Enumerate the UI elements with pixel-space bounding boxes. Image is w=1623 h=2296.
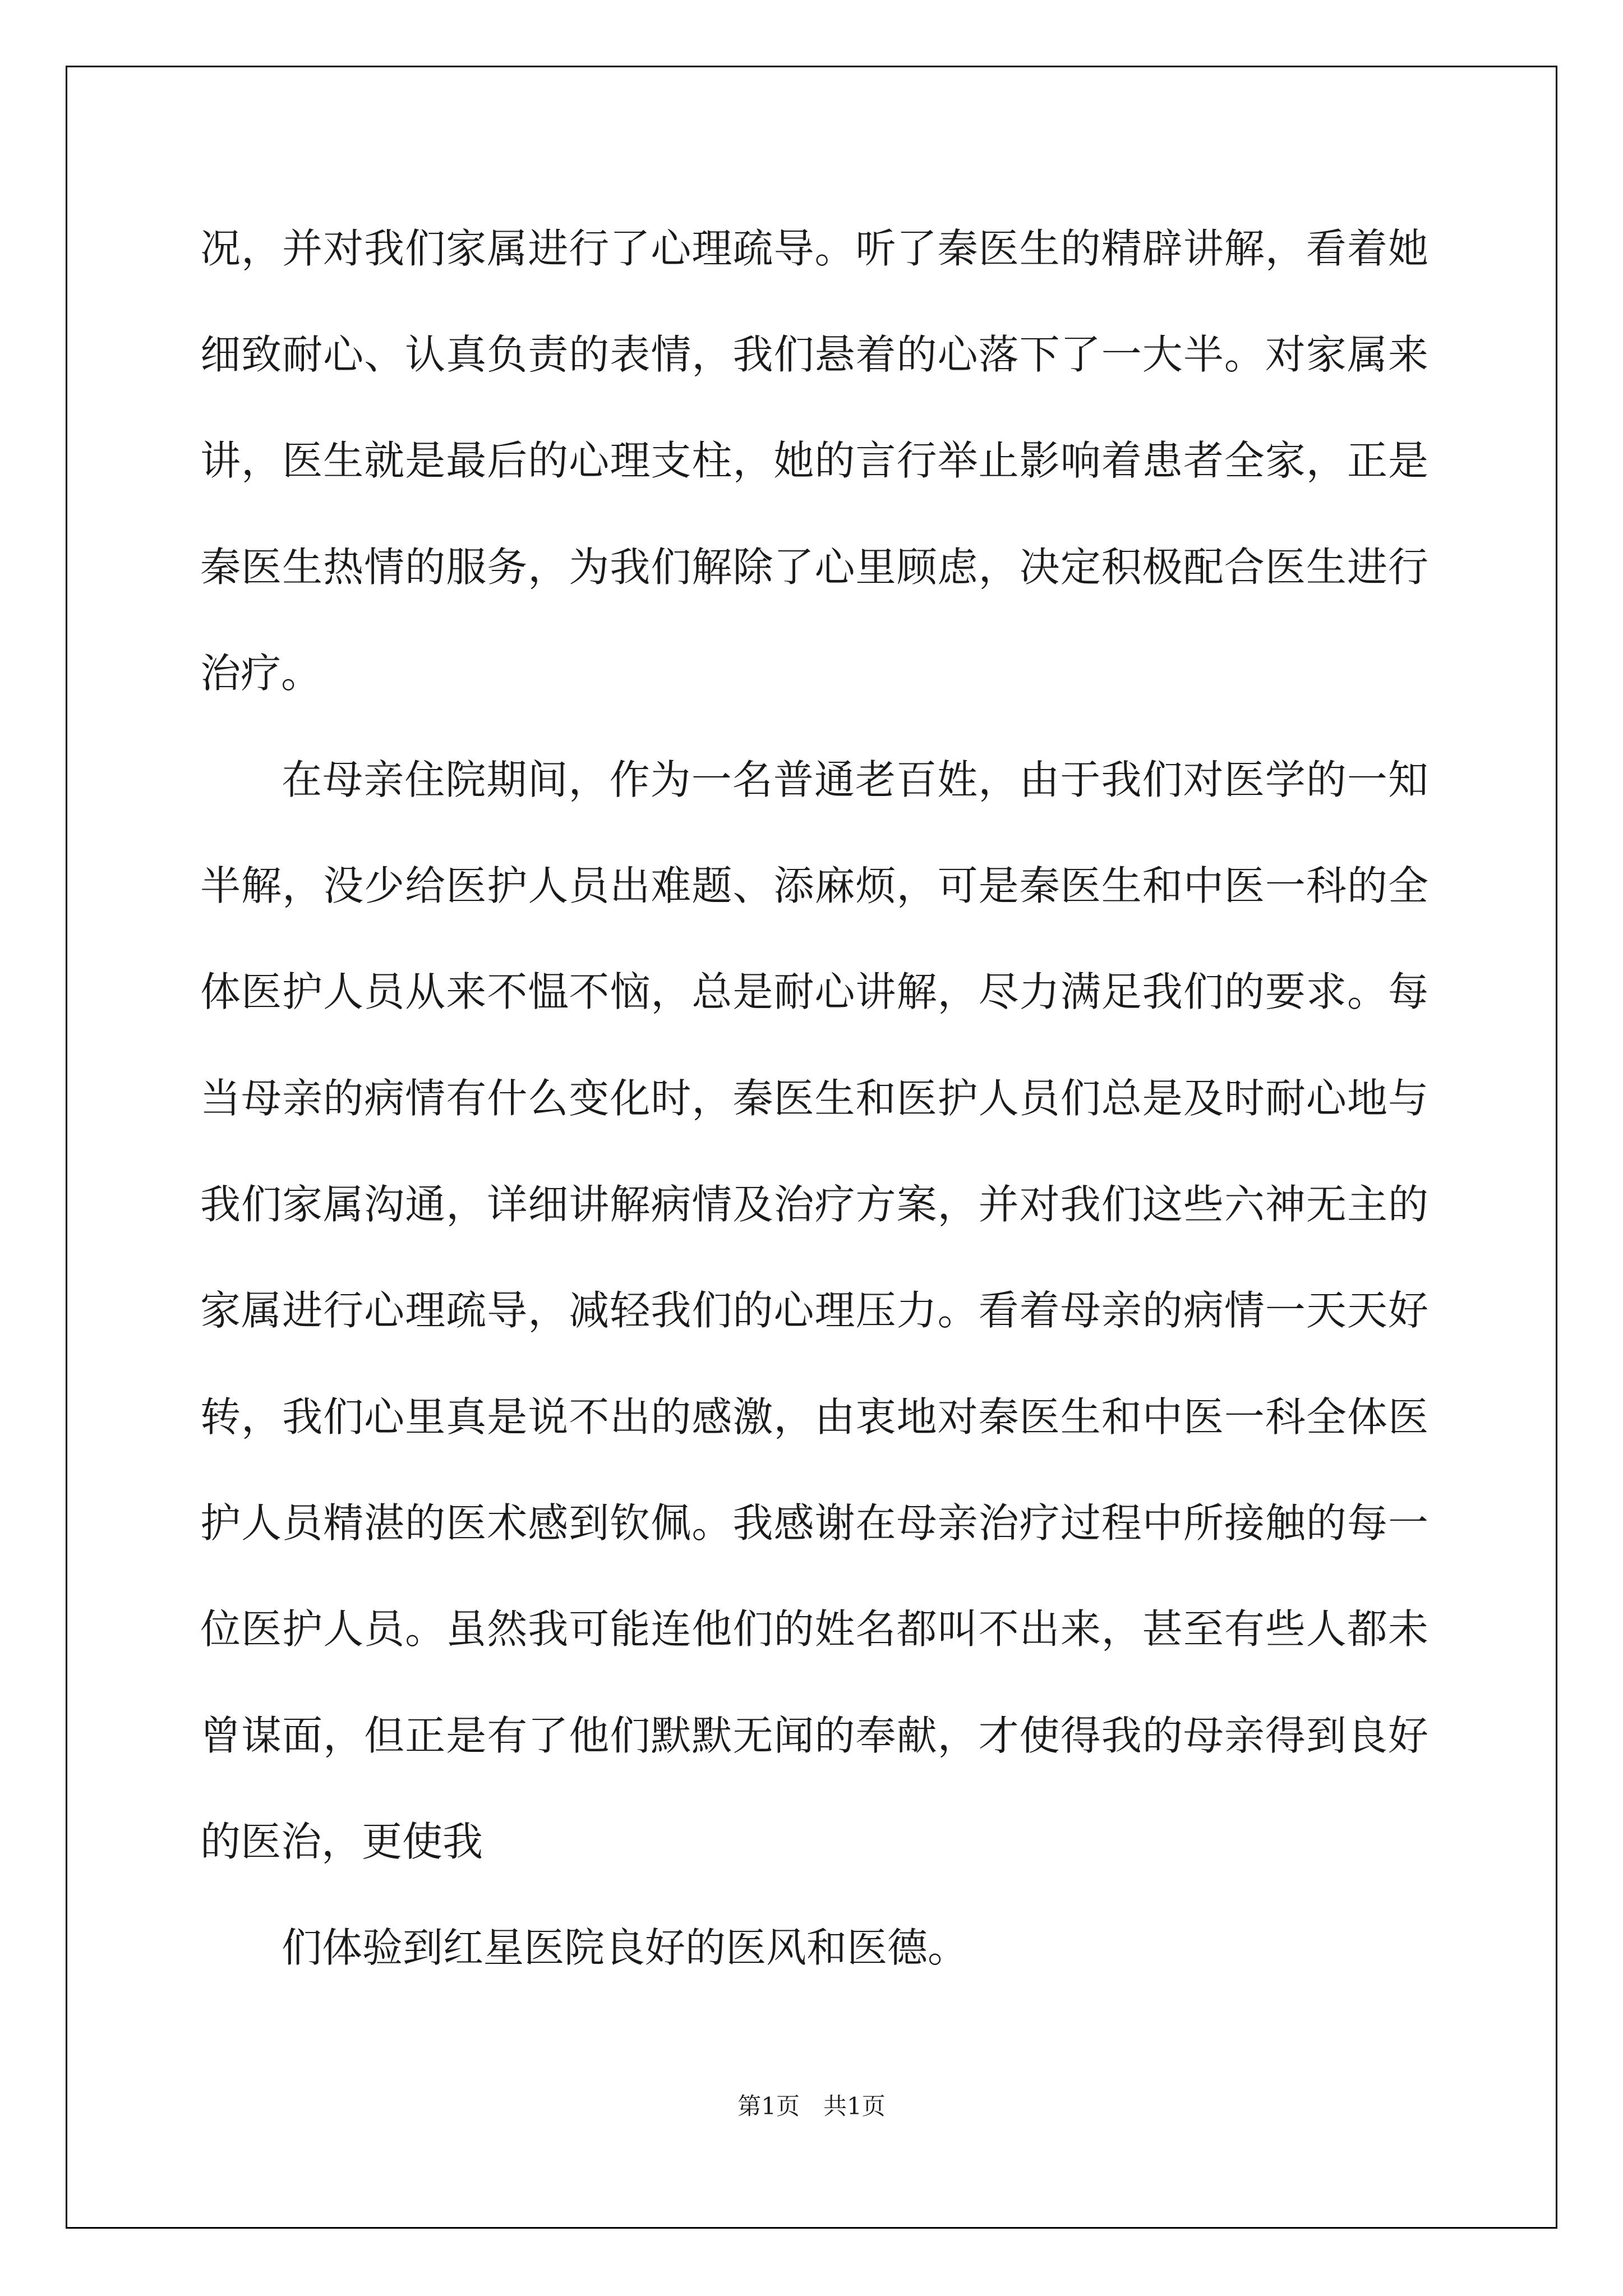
paragraph-2-line-1: 在母亲住院期间，作为一名普通老百姓，由于我们对医学的一知 — [282, 756, 1428, 803]
paragraph-2-line-11: 的医治，更使我 — [200, 1818, 483, 1865]
paragraph-3-line-1: 们体验到红星医院良好的医风和医德。 — [282, 1924, 969, 1971]
paragraph-2-line-5: 我们家属沟通，详细讲解病情及治疗方案，并对我们这些六神无主的 — [200, 1181, 1428, 1228]
page-border — [66, 66, 1557, 2229]
paragraph-1-line-4: 秦医生热情的服务，为我们解除了心里顾虑，决定积极配合医生进行 — [200, 544, 1428, 591]
paragraph-2-line-6: 家属进行心理疏导，减轻我们的心理压力。看着母亲的病情一天天好 — [200, 1287, 1428, 1334]
paragraph-2-line-7: 转，我们心里真是说不出的感激，由衷地对秦医生和中医一科全体医 — [200, 1393, 1428, 1441]
paragraph-1-line-1: 况，并对我们家属进行了心理疏导。听了秦医生的精辟讲解，看着她 — [200, 225, 1428, 272]
page-number-footer: 第1页 共1页 — [737, 2092, 886, 2120]
paragraph-1-line-2: 细致耐心、认真负责的表情，我们悬着的心落下了一大半。对家属来 — [200, 331, 1428, 378]
paragraph-2-line-8: 护人员精湛的医术感到钦佩。我感谢在母亲治疗过程中所接触的每一 — [200, 1499, 1428, 1547]
paragraph-2-line-9: 位医护人员。虽然我可能连他们的姓名都叫不出来，甚至有些人都未 — [200, 1605, 1428, 1653]
paragraph-2-line-2: 半解，没少给医护人员出难题、添麻烦，可是秦医生和中医一科的全 — [200, 862, 1428, 909]
paragraph-1-line-5: 治疗。 — [200, 650, 322, 697]
paragraph-2-line-4: 当母亲的病情有什么变化时，秦医生和医护人员们总是及时耐心地与 — [200, 1075, 1428, 1122]
paragraph-2-line-3: 体医护人员从来不愠不恼，总是耐心讲解，尽力满足我们的要求。每 — [200, 968, 1428, 1015]
paragraph-1-line-3: 讲，医生就是最后的心理支柱，她的言行举止影响着患者全家，正是 — [200, 437, 1428, 484]
paragraph-2-line-10: 曾谋面，但正是有了他们默默无闻的奉献，才使得我的母亲得到良好 — [200, 1712, 1428, 1759]
